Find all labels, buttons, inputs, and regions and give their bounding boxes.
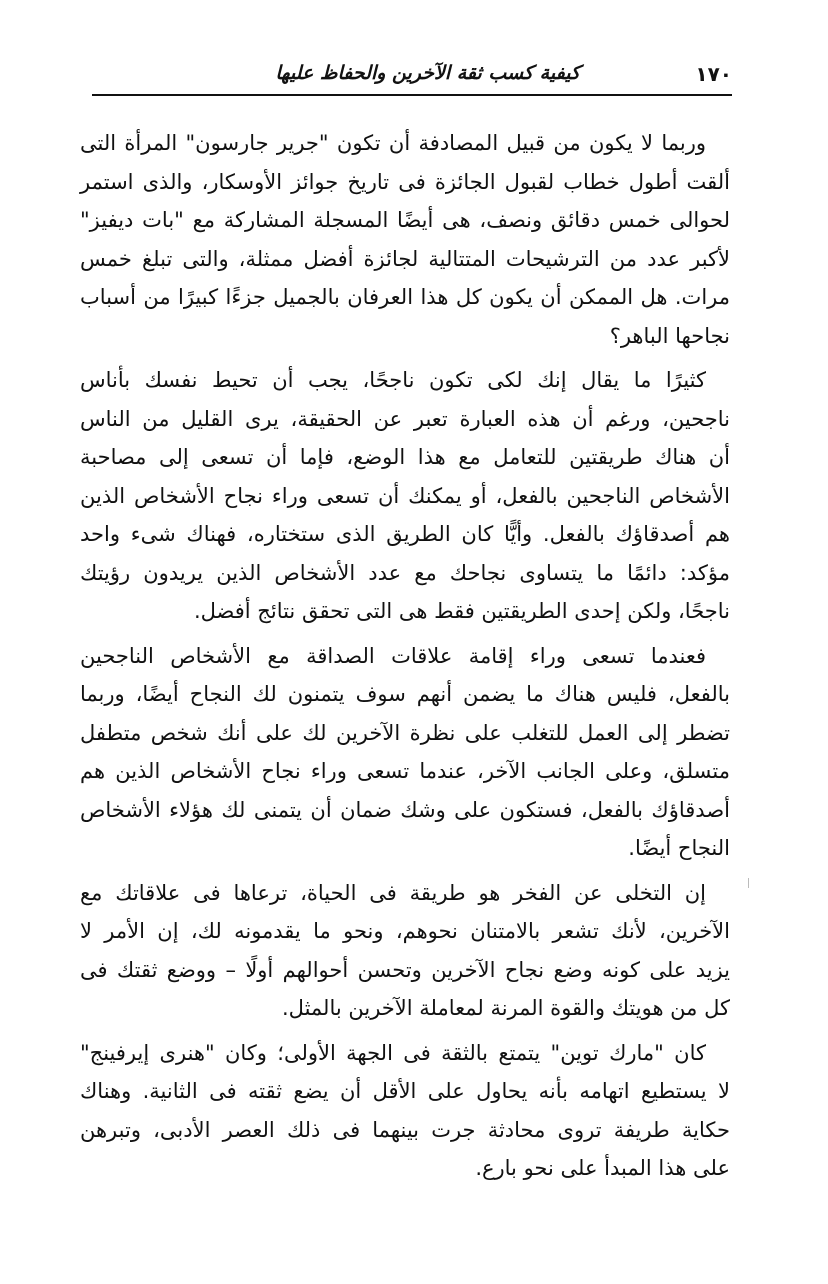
running-header-title: كيفية كسب ثقة الآخرين والحفاظ عليها xyxy=(275,62,580,84)
page-number: ١٧٠ xyxy=(695,62,732,86)
paragraph xyxy=(80,1034,730,1188)
running-header xyxy=(92,60,732,94)
text-line: متسلق، وعلى الجانب الآخر، عندما تسعى وراء نجاح الأشخاص الذين هم xyxy=(80,759,730,783)
paragraph xyxy=(80,124,730,355)
text-line: كل من هويتك والقوة المرنة لمعاملة الآخرين بالمثل. xyxy=(281,996,730,1020)
text-line: هم أصدقاؤك بالفعل. وأيًّا كان الطريق الذى ستختاره، فهناك شىء واحد xyxy=(80,522,730,546)
text-line: لأكبر عدد من الترشيحات المتتالية لجائزة أفضل ممثلة، والتى تبلغ خمس xyxy=(80,246,730,271)
text-line: وربما لا يكون من قبيل المصادفة أن تكون "جرير جارسون" المرأة التى xyxy=(80,131,706,155)
text-line: لحوالى خمس دقائق ونصف، هى أيضًا المسجلة المشاركة مع "بات ديفيز" xyxy=(80,208,730,232)
text-line: تضطر إلى العمل للتغلب على نظرة الآخرين لك على أنك شخص متطفل xyxy=(80,720,730,745)
text-line: كان "مارك توين" يتمتع بالثقة فى الجهة الأولى؛ وكان "هنرى إيرفينج" xyxy=(80,1040,706,1065)
text-line: إن التخلى عن الفخر هو طريقة فى الحياة، ترعاها فى علاقاتك مع xyxy=(80,880,706,905)
text-line: يزيد على كونه وضع نجاح الآخرين وتحسن أحوالهم أولًا – ووضع ثقتك فى xyxy=(80,957,730,982)
text-line: على هذا المبدأ على نحو بارع. xyxy=(475,1156,730,1180)
text-line: ألقت أطول خطاب لقبول الجائزة فى تاريخ جوائز الأوسكار، والذى استمر xyxy=(80,169,730,194)
text-line: لا يستطيع اتهامه بأنه يحاول على الأقل أن يضع ثقته فى الثانية. وهناك xyxy=(80,1079,730,1103)
text-line: كثيرًا ما يقال إنك لكى تكون ناجحًا، يجب أن تحيط نفسك بأناس xyxy=(80,368,706,392)
text-line: فعندما تسعى وراء إقامة علاقات الصداقة مع الأشخاص الناجحين xyxy=(80,643,706,668)
paragraph xyxy=(80,637,730,868)
text-line: الآخرين، لأنك تشعر بالامتنان نحوهم، ونحو ما يقدمونه لك، إن الأمر لا xyxy=(80,919,730,943)
text-line: نجاحها الباهر؟ xyxy=(609,323,730,348)
text-line: مرات. هل الممكن أن يكون كل هذا العرفان بالجميل جزءًا كبيرًا من أسباب xyxy=(80,285,730,309)
text-line: ناجحًا، ولكن إحدى الطريقتين فقط هى التى تحقق نتائج أفضل. xyxy=(193,599,730,623)
text-line: مؤكد: دائمًا ما يتساوى نجاحك مع عدد الأشخاص الذين يريدون رؤيتك xyxy=(80,560,730,585)
text-line: الأشخاص الناجحين بالفعل، أو يمكنك أن تسعى وراء نجاح الأشخاص الذين xyxy=(80,483,730,508)
body-text xyxy=(80,124,730,1188)
text-line: ناجحين، ورغم أن هذه العبارة تعبر عن الحقيقة، يرى القليل من الناس xyxy=(80,406,730,431)
paragraph xyxy=(80,361,730,631)
header-rule xyxy=(92,94,732,96)
text-line: حكاية طريفة تروى محادثة جرت بينهما فى ذلك العصر الأدبى، وتبرهن xyxy=(80,1117,730,1142)
text-line: بالفعل، فليس هناك ما يضمن أنهم سوف يتمنون لك النجاح أيضًا، وربما xyxy=(80,682,730,706)
text-line: أن هناك طريقتين للتعامل مع هذا الوضع، فإما أن تسعى إلى مصاحبة xyxy=(80,445,730,469)
margin-mark xyxy=(748,878,749,888)
text-line: أصدقاؤك بالفعل، فستكون على وشك ضمان أن يتمنى لك هؤلاء الأشخاص xyxy=(80,797,730,822)
paragraph xyxy=(80,874,730,1028)
text-line: النجاح أيضًا. xyxy=(628,836,730,860)
